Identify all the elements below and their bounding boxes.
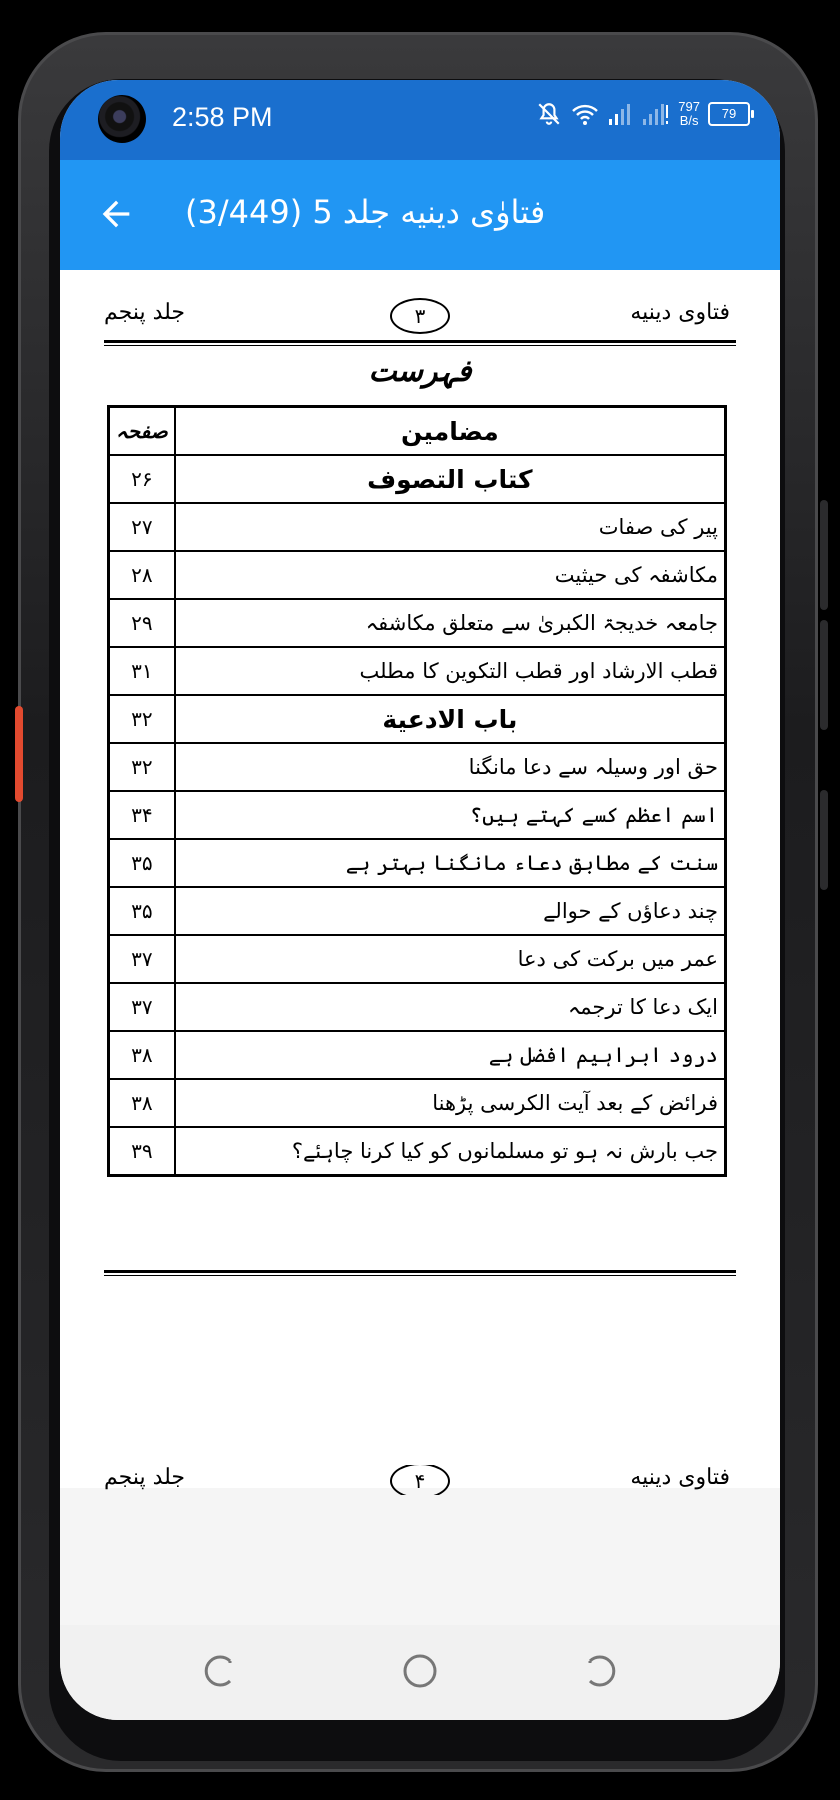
toc-page-number: ۳۷ <box>109 935 175 983</box>
next-volume-label: جلد پنجم <box>104 1465 186 1490</box>
toc-topic: جامعہ خدیجۃ الکبریٰ سے متعلق مکاشفہ <box>175 599 726 647</box>
toc-row <box>109 935 726 983</box>
toc-page-number: ۳۹ <box>109 1127 175 1176</box>
status-icons <box>536 100 750 128</box>
signal-icon <box>608 103 634 125</box>
recents-icon[interactable] <box>200 1651 240 1691</box>
toc-topic: ایک دعا کا ترجمہ <box>175 983 726 1031</box>
toc-topic: چند دعاؤں کے حوالے <box>175 887 726 935</box>
toc-page-number: ۲۹ <box>109 599 175 647</box>
toc-page-number: ۳۵ <box>109 839 175 887</box>
toc-page-number: ۳۵ <box>109 887 175 935</box>
power-button <box>15 706 23 802</box>
next-page-header <box>104 1465 736 1495</box>
page-column-header: صفحہ <box>109 407 175 456</box>
net-speed <box>678 100 700 128</box>
toc-page-number: ۲۷ <box>109 503 175 551</box>
toc-row <box>109 983 726 1031</box>
toc-row <box>109 551 726 599</box>
toc-row <box>109 599 726 647</box>
toc-topic: سنت کے مطابق دعاء مانگنا بہتر ہے <box>175 839 726 887</box>
front-camera <box>98 95 146 143</box>
volume-up-button <box>820 500 828 610</box>
net-speed-value: 797 <box>678 99 700 114</box>
toc-row <box>109 647 726 695</box>
toc-page-number: ۲۸ <box>109 551 175 599</box>
toc-page-number: ۳۴ <box>109 791 175 839</box>
toc-topic: حق اور وسیلہ سے دعا مانگنا <box>175 743 726 791</box>
toc-topic: اسم اعظم کسے کہتے ہیں؟ <box>175 791 726 839</box>
toc-topic: فرائض کے بعد آیت الکرسی پڑھنا <box>175 1079 726 1127</box>
arrow-left-icon[interactable] <box>96 194 136 234</box>
book-title: فتاوی دینیه <box>630 300 730 325</box>
toc-topic: جب بارش نہ ہو تو مسلمانوں کو کیا کرنا چاہئے؟ <box>175 1127 726 1176</box>
side-key <box>820 790 828 890</box>
toc-topic: قطب الارشاد اور قطب التکوین کا مطلب <box>175 647 726 695</box>
status-time: 2:58 PM <box>172 102 273 132</box>
wifi-icon <box>570 102 600 126</box>
toc-row <box>109 695 726 743</box>
home-icon[interactable] <box>400 1651 440 1691</box>
toc-topic: عمر میں برکت کی دعا <box>175 935 726 983</box>
toc-row <box>109 1127 726 1176</box>
toc-row <box>109 455 726 503</box>
page-title: فتاوٰی دینیه جلد 5 (3/449) <box>185 193 546 231</box>
toc-page-number: ۲۶ <box>109 455 175 503</box>
toc-section-heading: باب الادعية <box>175 695 726 743</box>
footer-rule <box>104 1270 736 1276</box>
net-speed-unit: B/s <box>679 113 699 128</box>
toc-topic: مکاشفہ کی حیثیت <box>175 551 726 599</box>
navigation-bar <box>60 1625 780 1720</box>
toc-row <box>109 1031 726 1079</box>
toc-page-number: ۳۷ <box>109 983 175 1031</box>
toc-topic: پیر کی صفات <box>175 503 726 551</box>
signal-no-service-icon <box>642 103 670 125</box>
app-bar <box>60 160 780 270</box>
volume-label: جلد پنجم <box>104 300 186 325</box>
battery-icon: 79 <box>708 102 750 126</box>
toc-topic: درود ابراہیم افضل ہے <box>175 1031 726 1079</box>
screen <box>60 80 780 1720</box>
toc-header-row <box>109 407 726 456</box>
toc-row <box>109 887 726 935</box>
back-icon[interactable] <box>580 1651 620 1691</box>
toc-row <box>109 839 726 887</box>
topic-column-header: مضامین <box>175 407 726 456</box>
status-bar <box>60 80 780 160</box>
toc-row <box>109 743 726 791</box>
mute-bell-icon <box>536 101 562 127</box>
header-rule <box>104 340 736 346</box>
page-header <box>104 300 736 336</box>
pdf-page <box>60 270 780 1493</box>
toc-row <box>109 503 726 551</box>
toc-row <box>109 1079 726 1127</box>
toc-row <box>109 791 726 839</box>
volume-down-button <box>820 620 828 730</box>
toc-table <box>107 405 727 1177</box>
toc-page-number: ۳۲ <box>109 695 175 743</box>
toc-heading: فہرست <box>368 354 472 389</box>
toc-page-number: ۳۸ <box>109 1079 175 1127</box>
toc-section-heading: كتاب التصوف <box>175 455 726 503</box>
toc-page-number: ۳۸ <box>109 1031 175 1079</box>
next-book-title: فتاوی دینیه <box>630 1465 730 1490</box>
toc-page-number: ۳۲ <box>109 743 175 791</box>
page-number: ۳ <box>390 298 450 334</box>
toc-page-number: ۳۱ <box>109 647 175 695</box>
next-page-number: ۴ <box>390 1465 450 1495</box>
